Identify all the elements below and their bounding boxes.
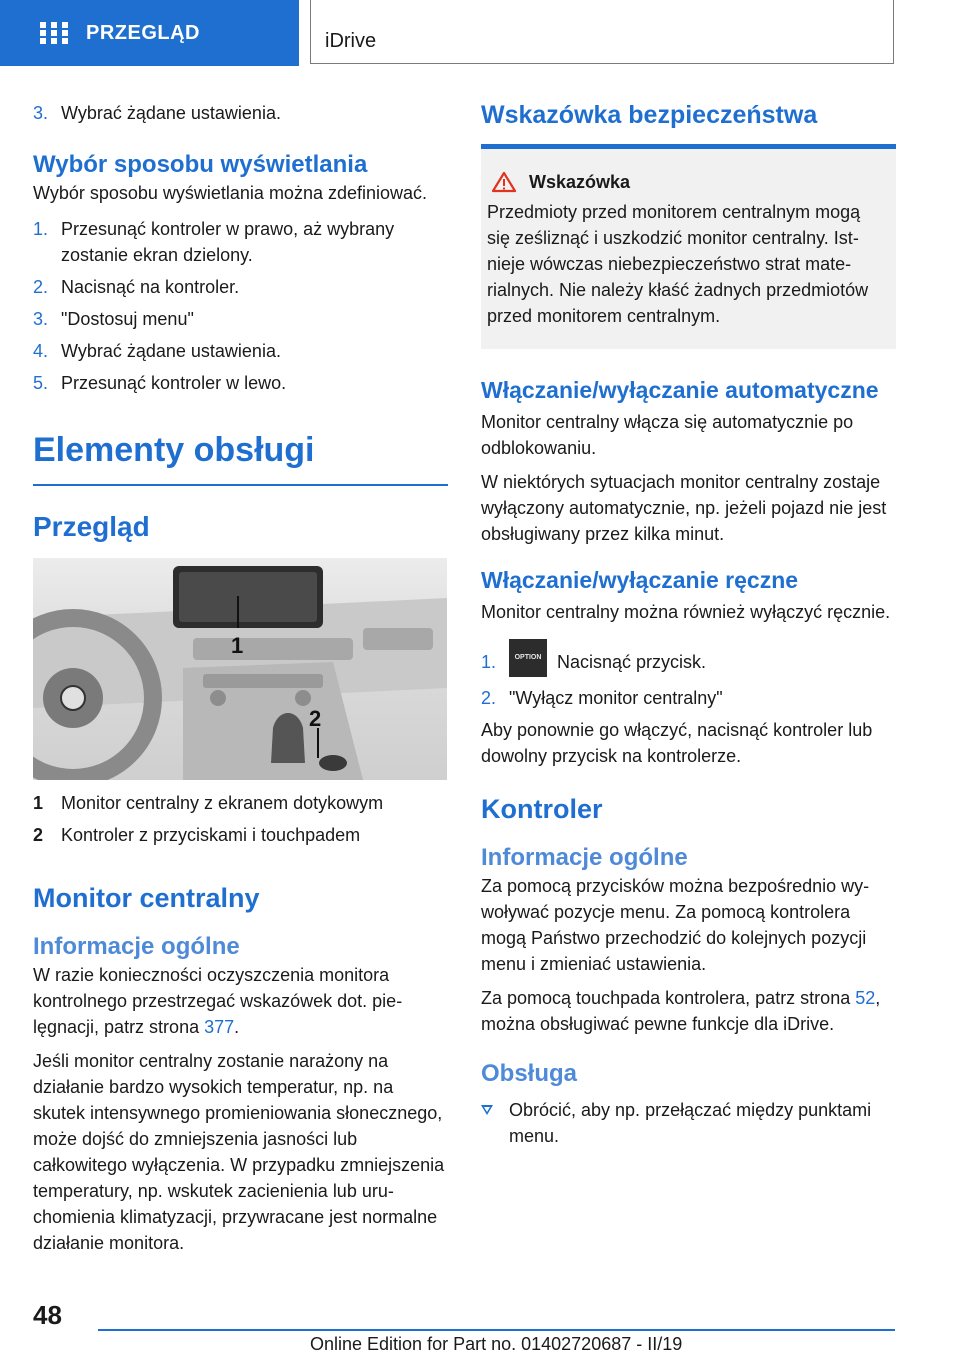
ctrl-paragraph-2: Za pomocą touchpada kontrolera, patrz strona 52, można obsługiwać pewne funkcje dla iDrive. <box>481 988 881 1035</box>
list-item: 1. Przesunąć kontroler w prawo, aż wybrany zostanie ekran dzielony. <box>33 219 395 265</box>
warning-box <box>481 149 896 349</box>
top-step-list <box>33 100 448 126</box>
manual-heading: Włączanie/wyłączanie ręczne <box>481 567 799 593</box>
display-step-list <box>33 216 448 396</box>
manual-paragraph-2: Aby ponownie go włączyć, nacisnąć kontroler lub dowolny przycisk na kontrolerze. <box>481 720 873 767</box>
chapter-box <box>310 0 894 64</box>
display-heading: Wybór sposobu wyświetlania <box>33 151 368 178</box>
ctrl-general-heading: Informacje ogólne <box>481 844 688 872</box>
page-header <box>0 0 960 66</box>
overview-heading: Przegląd <box>33 511 150 542</box>
page-number: 48 <box>33 1300 62 1330</box>
triangle-bullet-icon <box>481 1105 493 1115</box>
list-item: 2 Kontroler z przyciskami i touchpadem <box>33 825 361 845</box>
footer-edition: Online Edition for Part no. 01402720687 - II/19 <box>310 1334 683 1354</box>
warning-triangle-icon <box>491 171 517 193</box>
list-item: 5. Przesunąć kontroler w lewo. <box>33 373 287 393</box>
list-item: 4. Wybrać żądane ustawienia. <box>33 341 281 361</box>
controller-heading: Kontroler <box>481 794 603 825</box>
left-column <box>33 100 448 1256</box>
warning-title: Wskazówka <box>529 172 631 192</box>
general-heading: Informacje ogólne <box>33 933 240 960</box>
auto-heading: Włączanie/wyłączanie automatyczne <box>481 377 879 403</box>
list-item: Obrócić, aby np. przełączać między punktami menu. <box>481 1097 896 1149</box>
section-tab[interactable] <box>0 0 299 66</box>
warning-text: Przedmioty przed monitorem centralnym mogą się ześliznąć i uszkodzić monitor centralny. Istnieje wówczas niebezpieczeństwo strat materialnych. Nie należy kłaść żadnych przedmiotów przed monitorem centralnym. <box>487 202 869 326</box>
auto-paragraph-1: Monitor centralny włącza się automatycznie po odblokowaniu. <box>481 412 854 458</box>
monitor-heading: Monitor centralny <box>33 883 260 913</box>
operation-list <box>481 1097 896 1149</box>
chapter-title: Elementy obsługi <box>33 431 315 469</box>
display-intro: Wybór sposobu wyświetlania można zdefiniować. <box>33 183 428 203</box>
photo-legend <box>33 790 448 848</box>
option-button-icon: OPTION <box>509 639 547 677</box>
manual-paragraph-1: Monitor centralny można również wyłączyć ręcznie. <box>481 602 891 622</box>
manual-step-list <box>481 649 896 711</box>
list-item: 1 Monitor centralny z ekranem dotykowym <box>33 793 384 813</box>
operation-heading: Obsługa <box>481 1060 578 1088</box>
general-paragraph-1: W razie konieczności oczyszczenia monitora kontrolnego przestrzegać wskazówek dot. pielęgnacji, patrz strona 377. <box>33 965 403 1037</box>
list-item: 2. "Wyłącz monitor centralny" <box>481 688 723 709</box>
right-column <box>481 100 896 1149</box>
list-item: 1. OPTION Nacisnąć przycisk. <box>481 649 896 677</box>
safety-heading: Wskazówka bezpieczeństwa <box>481 101 818 129</box>
auto-paragraph-2: W niektórych sytuacjach monitor centralny zostaje wyłączony automatycznie, np. jeżeli pojazd nie jest obsługiwany przez kilka minut. <box>481 472 887 544</box>
cockpit-illustration <box>33 558 447 780</box>
photo-label-1: 1 <box>231 633 244 658</box>
photo-label-2: 2 <box>309 706 322 731</box>
section-tab-label: PRZEGLĄD <box>86 21 200 44</box>
grid-icon <box>40 22 68 44</box>
list-item: 2. Nacisnąć na kontroler. <box>33 277 240 297</box>
general-paragraph-2: Jeśli monitor centralny zostanie narażony na działanie bardzo wysokich temperatur, np. na skutek intensywnego promieniowania słonecznego, może dojść do zmniejszenia jasności lub całkowitego wyłączenia. W przypadku zmniejszenia temperatury, np. wskutek zacienienia lub uruchomienia klimatyzacji, przywracane jest normalne działanie monitora. <box>33 1051 445 1253</box>
list-item: 3. Wybrać żądane ustawienia. <box>33 103 281 123</box>
list-item: 3. "Dostosuj menu" <box>33 309 194 329</box>
ctrl-paragraph-1: Za pomocą przycisków można bezpośrednio wywoływać pozycje menu. Za pomocą kontrolera mogą Państwo przechodzić do kolejnych pozycji menu i zmieniać ustawienia. <box>481 876 870 975</box>
controls-photo <box>33 558 447 780</box>
page-link-52[interactable]: 52 <box>855 988 876 1009</box>
page-link-377[interactable]: 377 <box>204 1017 235 1037</box>
chapter-label: iDrive <box>325 30 377 52</box>
